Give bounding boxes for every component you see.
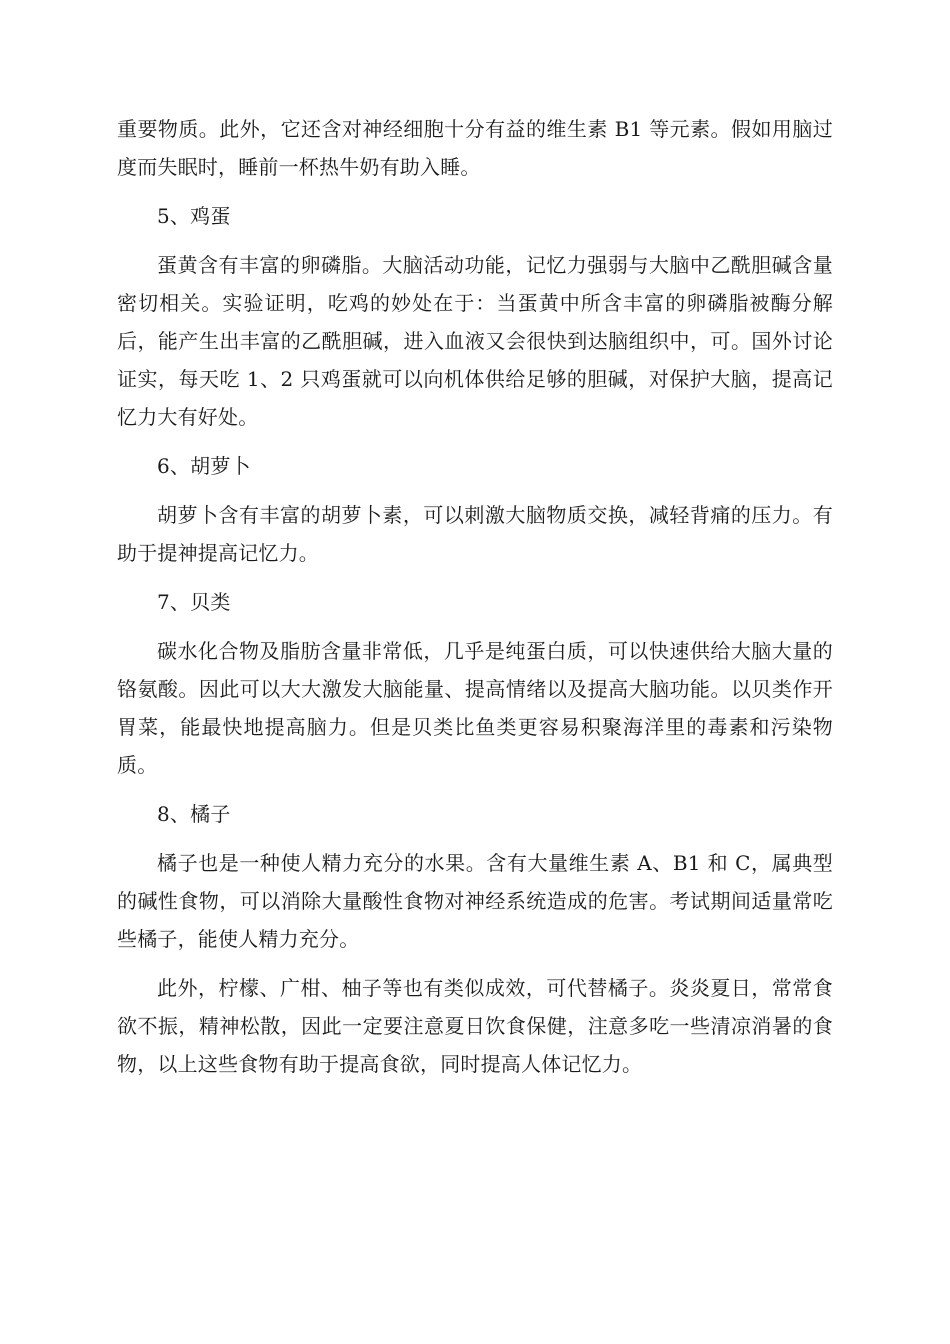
paragraph-carrot: 胡萝卜含有丰富的胡萝卜素，可以刺激大脑物质交换，减轻背痛的压力。有助于提神提高记忆力。: [117, 503, 833, 565]
paragraph-milk-continued: 重要物质。此外，它还含对神经细胞十分有益的维生素 B1 等元素。假如用脑过度而失眠时，睡前一杯热牛奶有助入睡。: [117, 117, 833, 179]
document-body: [117, 110, 833, 1094]
paragraph-shellfish: 碳水化合物及脂肪含量非常低，几乎是纯蛋白质，可以快速供给大脑大量的铬氨酸。因此可以大大激发大脑能量、提高情绪以及提高大脑功能。以贝类作开胃菜，能最快地提高脑力。但是贝类比鱼类更容易积聚海洋里的毒素和污染物质。: [117, 639, 833, 777]
heading-shellfish: 7、贝类: [157, 590, 231, 614]
paragraph-orange: 橘子也是一种使人精力充分的水果。含有大量维生素 A、B1 和 C，属典型的碱性食物，可以消除大量酸性食物对神经系统造成的危害。考试期间适量常吃些橘子，能使人精力充分。: [117, 851, 833, 951]
paragraph-citrus-summary: 此外，柠檬、广柑、柚子等也有类似成效，可代替橘子。炎炎夏日，常常食欲不振，精神松散，因此一定要注意夏日饮食保健，注意多吃一些清凉消暑的食物，以上这些食物有助于提高食欲，同时提高人体记忆力。: [117, 976, 833, 1076]
heading-carrot: 6、胡萝卜: [157, 454, 251, 478]
paragraph-egg: 蛋黄含有丰富的卵磷脂。大脑活动功能，记忆力强弱与大脑中乙酰胆碱含量密切相关。实验证明，吃鸡的妙处在于：当蛋黄中所含丰富的卵磷脂被酶分解后，能产生出丰富的乙酰胆碱，进入血液又会很快到达脑组织中，可。国外讨论证实，每天吃 1、2 只鸡蛋就可以向机体供给足够的胆碱，对保护大脑，提高记忆力大有好处。: [117, 253, 833, 429]
heading-orange: 8、橘子: [157, 802, 231, 826]
heading-egg: 5、鸡蛋: [157, 204, 231, 228]
